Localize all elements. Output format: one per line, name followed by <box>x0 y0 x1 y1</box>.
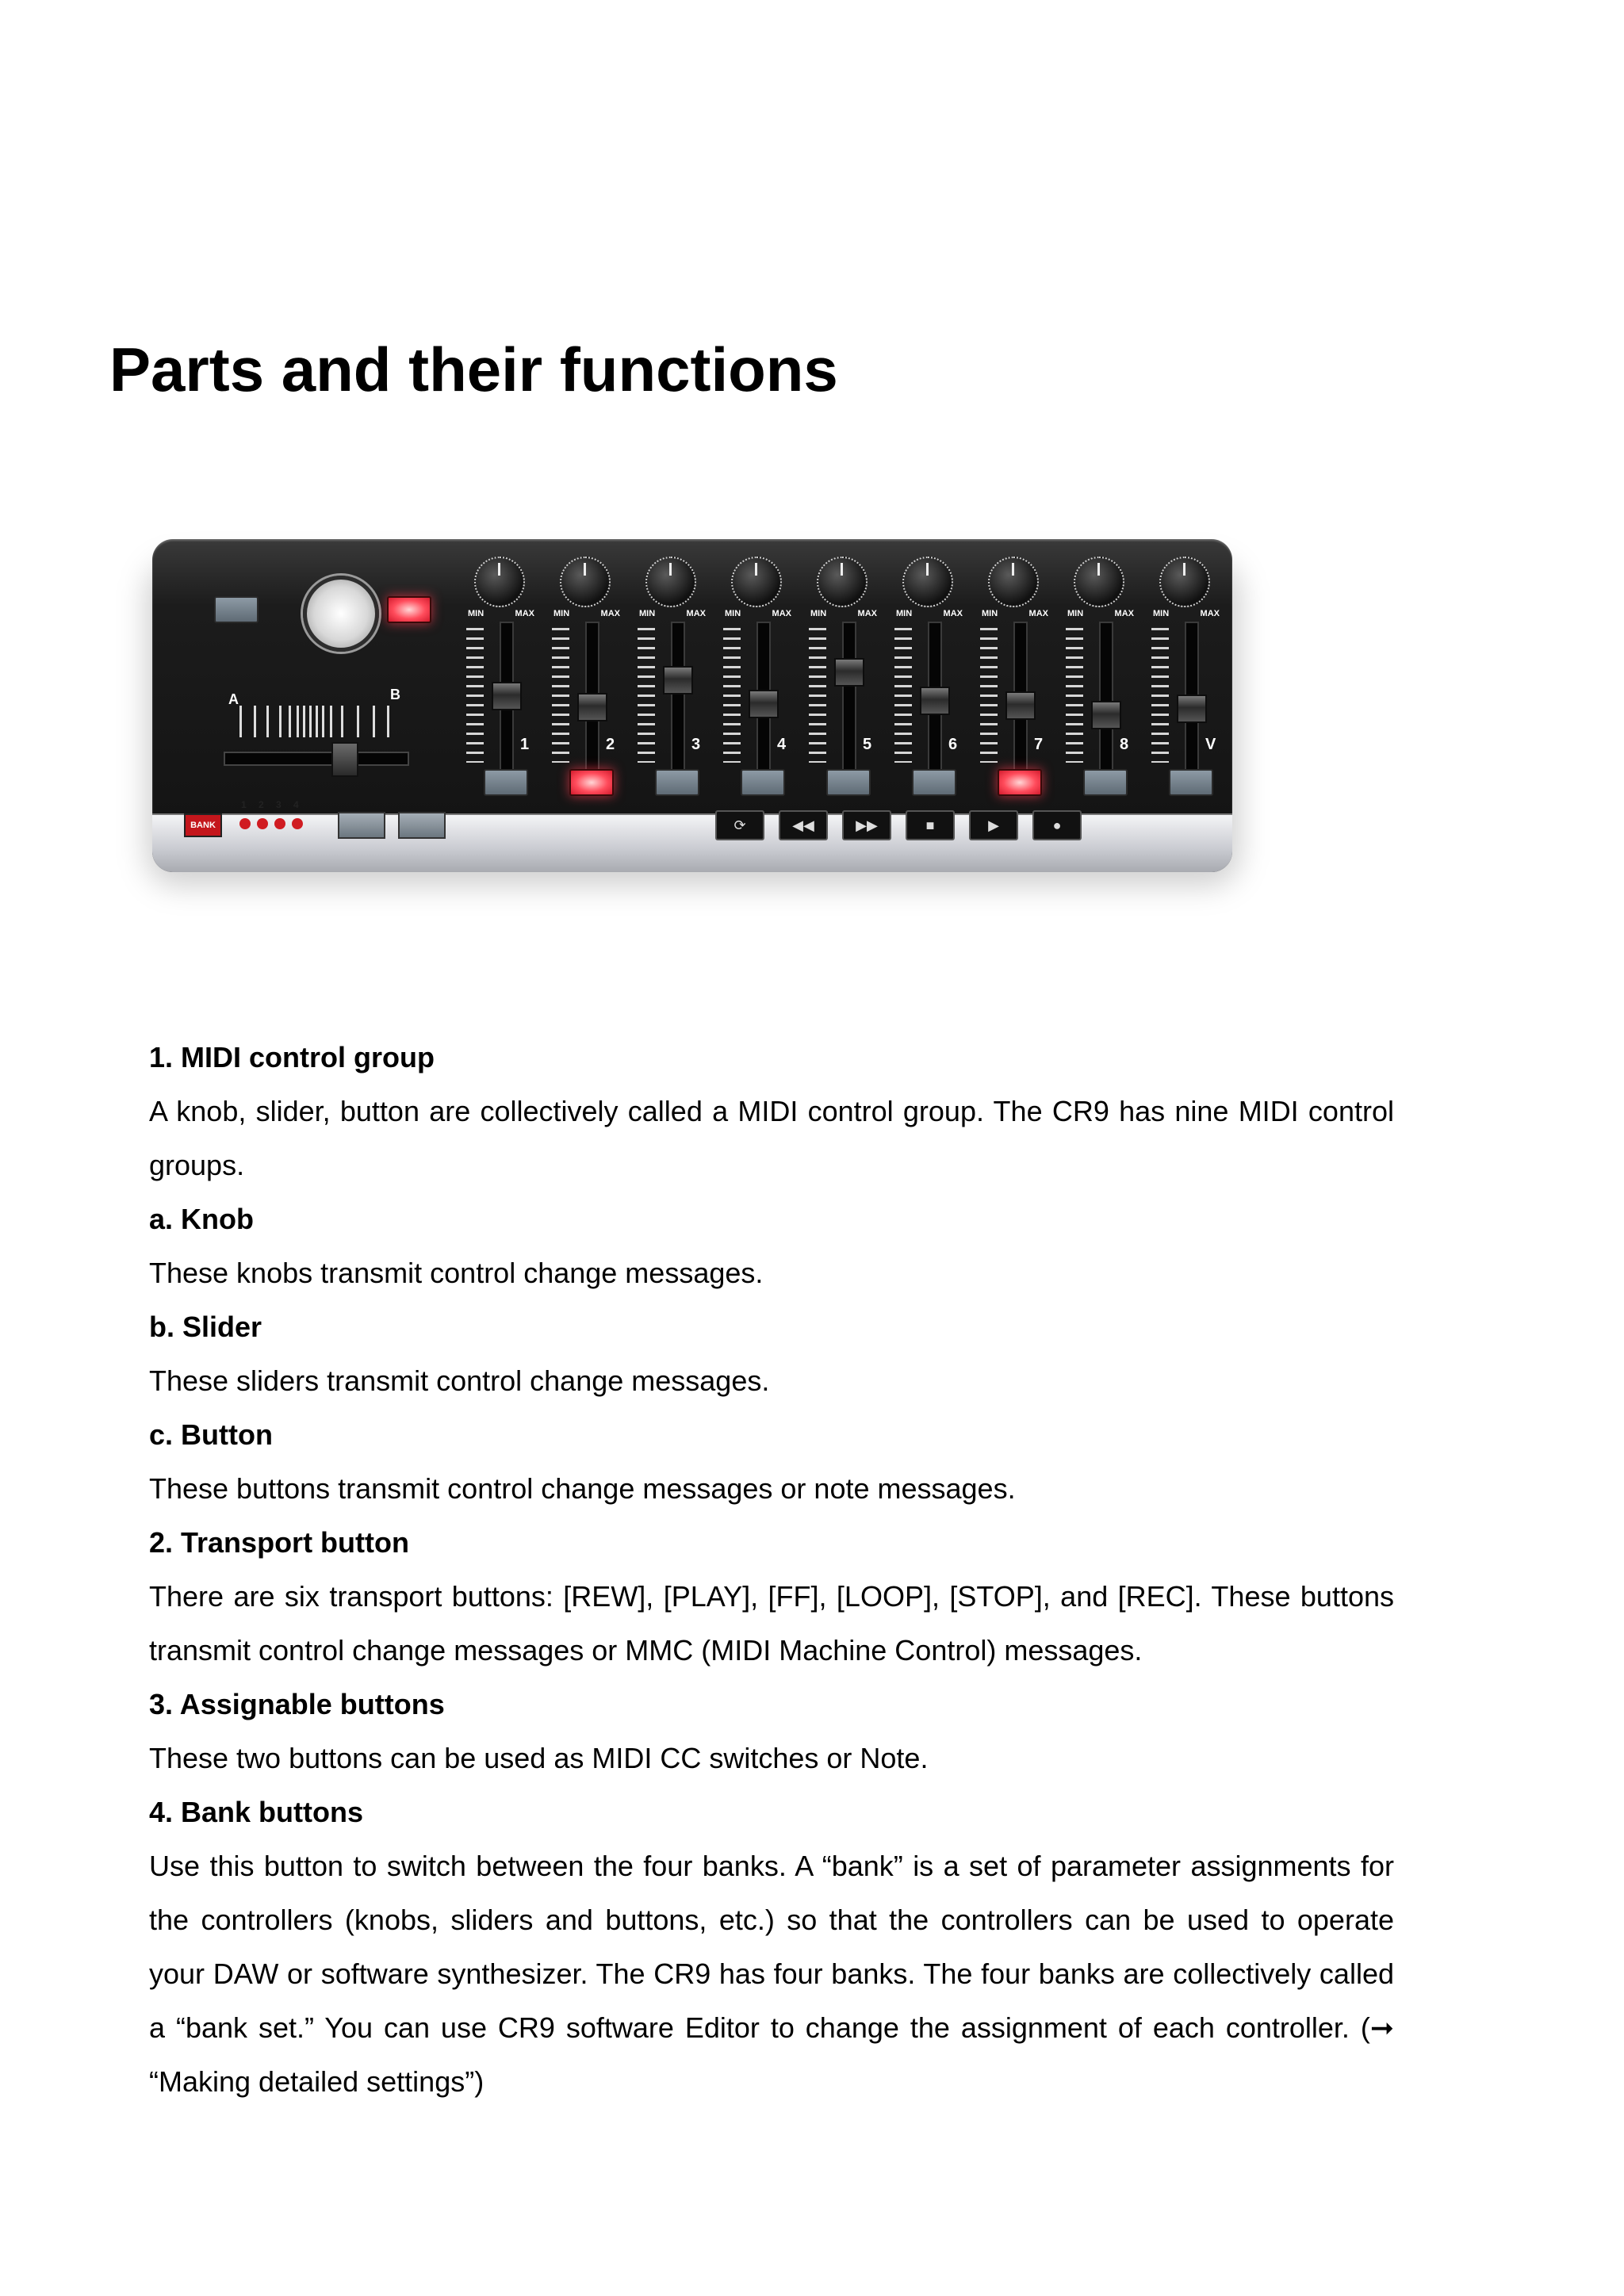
slider-cap <box>1177 695 1207 723</box>
slider-cap <box>492 682 522 710</box>
knob-max-label: MAX <box>515 609 534 618</box>
channel-button <box>912 769 956 796</box>
knob <box>1074 557 1124 607</box>
channel-button-lit <box>569 769 614 796</box>
knob <box>645 557 696 607</box>
channel-strip <box>714 539 801 793</box>
midi-controller-image <box>135 531 1261 896</box>
channel-label: 1 <box>520 736 530 753</box>
channel-strip <box>457 539 544 793</box>
section-heading: c. Button <box>149 1418 273 1451</box>
paragraph-line: A knob, slider, button are collectively called a MIDI control group. The CR9 has nine MIDI control <box>149 1095 1394 1127</box>
paragraph-line: the controllers (knobs, sliders and buttons, etc.) so that the controllers can be used to operate <box>149 1904 1394 1936</box>
knob-max-label: MAX <box>600 609 620 618</box>
knob <box>560 557 611 607</box>
loop-icon: ⟳ <box>715 810 764 840</box>
channel-button-lit <box>998 769 1042 796</box>
bank-led <box>239 818 251 829</box>
slider-track <box>671 622 685 775</box>
slider-cap <box>577 693 607 721</box>
knob-min-label: MIN <box>810 609 827 618</box>
crossfader-scale <box>239 706 390 737</box>
knob <box>902 557 953 607</box>
paragraph-line: transmit control change messages or MMC (MIDI Machine Control) messages. <box>149 1634 1143 1667</box>
paragraph-line: your DAW or software synthesizer. The CR9 has four banks. The four banks are collectively called <box>149 1957 1394 1990</box>
section-heading: a. Knob <box>149 1203 254 1235</box>
channel-label: V <box>1205 736 1216 753</box>
section-heading: 3. Assignable buttons <box>149 1688 445 1720</box>
channel-button <box>826 769 871 796</box>
channel-strip <box>885 539 972 793</box>
slider-cap <box>834 658 864 687</box>
bank-led <box>274 818 285 829</box>
channel-button <box>1169 769 1213 796</box>
channel-strip <box>799 539 887 793</box>
knob-min-label: MIN <box>639 609 656 618</box>
channel-button <box>741 769 785 796</box>
body-text <box>149 1031 1394 2109</box>
bank-button: BANK <box>184 813 222 837</box>
paragraph-line: These knobs transmit control change messages. <box>149 1257 764 1289</box>
slider-scale <box>809 628 826 763</box>
slider-scale <box>638 628 655 763</box>
knob-max-label: MAX <box>686 609 706 618</box>
stop-icon: ■ <box>906 810 955 840</box>
channel-button <box>1083 769 1128 796</box>
channel-label: 2 <box>606 736 615 753</box>
paragraph-line: These buttons transmit control change messages or note messages. <box>149 1472 1016 1505</box>
bank-led-label: 4 <box>293 799 299 810</box>
slider-cap <box>1005 691 1036 720</box>
knob <box>731 557 782 607</box>
channel-button <box>655 769 699 796</box>
knob-min-label: MIN <box>1067 609 1084 618</box>
section-heading: b. Slider <box>149 1311 262 1343</box>
slider-scale <box>1151 628 1169 763</box>
bank-led <box>292 818 303 829</box>
jog-wheel <box>303 576 379 652</box>
section-heading: 1. MIDI control group <box>149 1041 435 1073</box>
slider-scale <box>980 628 998 763</box>
channel-label: 4 <box>777 736 787 753</box>
crossfader-track <box>224 752 409 766</box>
knob-min-label: MIN <box>1153 609 1170 618</box>
knob <box>988 557 1039 607</box>
slider-scale <box>466 628 484 763</box>
crossfader-label-b: B <box>390 687 400 702</box>
channel-strip <box>1142 539 1229 793</box>
knob-max-label: MAX <box>772 609 791 618</box>
slider-cap <box>920 687 950 715</box>
channel-strip <box>628 539 715 793</box>
slider-scale <box>552 628 569 763</box>
record-icon: ● <box>1032 810 1082 840</box>
slider-scale <box>894 628 912 763</box>
paragraph-line: Use this button to switch between the four banks. A “bank” is a set of parameter assignments for <box>149 1850 1394 1882</box>
crossfader-handle <box>331 742 358 777</box>
knob-min-label: MIN <box>982 609 998 618</box>
fast-forward-icon: ▶▶ <box>842 810 891 840</box>
channel-strip <box>542 539 630 793</box>
page-title: Parts and their functions <box>109 335 838 404</box>
section-heading: 2. Transport button <box>149 1526 409 1559</box>
knob-max-label: MAX <box>1200 609 1220 618</box>
knob-min-label: MIN <box>725 609 741 618</box>
channel-label: 5 <box>863 736 872 753</box>
bank-led <box>257 818 268 829</box>
rewind-icon: ◀◀ <box>779 810 828 840</box>
knob-max-label: MAX <box>1114 609 1134 618</box>
knob <box>817 557 868 607</box>
knob-min-label: MIN <box>468 609 485 618</box>
channel-strip <box>1056 539 1143 793</box>
paragraph-line: groups. <box>149 1149 245 1181</box>
bank-led-label: 2 <box>259 799 264 810</box>
crossfader-label-a: A <box>228 691 239 707</box>
knob-max-label: MAX <box>857 609 877 618</box>
knob-max-label: MAX <box>943 609 963 618</box>
paragraph-line: “Making detailed settings”) <box>149 2065 485 2098</box>
top-left-grey-button <box>214 596 259 623</box>
paragraph-line: These sliders transmit control change messages. <box>149 1364 770 1397</box>
slider-track <box>842 622 856 775</box>
bank-led-label: 3 <box>276 799 282 810</box>
channel-strip <box>971 539 1058 793</box>
knob-min-label: MIN <box>896 609 913 618</box>
midi-controller-body <box>152 539 1232 872</box>
assignable-button-2 <box>398 812 446 839</box>
slider-scale <box>1066 628 1083 763</box>
slider-scale <box>723 628 741 763</box>
channel-label: 7 <box>1034 736 1044 753</box>
channel-button <box>484 769 528 796</box>
paragraph-line: a “bank set.” You can use CR9 software Editor to change the assignment of each controller. (➞ <box>149 2011 1394 2044</box>
slider-track <box>1099 622 1113 775</box>
slider-cap <box>749 690 779 718</box>
play-icon: ▶ <box>969 810 1018 840</box>
top-left-red-button <box>387 596 431 623</box>
knob-max-label: MAX <box>1028 609 1048 618</box>
slider-cap <box>1091 701 1121 729</box>
paragraph-line: There are six transport buttons: [REW], [PLAY], [FF], [LOOP], [STOP], and [REC]. These buttons <box>149 1580 1394 1613</box>
knob <box>1159 557 1210 607</box>
channel-label: 8 <box>1120 736 1129 753</box>
section-heading: 4. Bank buttons <box>149 1796 364 1828</box>
channel-label: 6 <box>948 736 958 753</box>
knob-min-label: MIN <box>553 609 570 618</box>
channel-label: 3 <box>691 736 701 753</box>
knob <box>474 557 525 607</box>
slider-cap <box>663 666 693 695</box>
bank-led-label: 1 <box>241 799 247 810</box>
paragraph-line: These two buttons can be used as MIDI CC switches or Note. <box>149 1742 929 1774</box>
assignable-button-1 <box>338 812 385 839</box>
